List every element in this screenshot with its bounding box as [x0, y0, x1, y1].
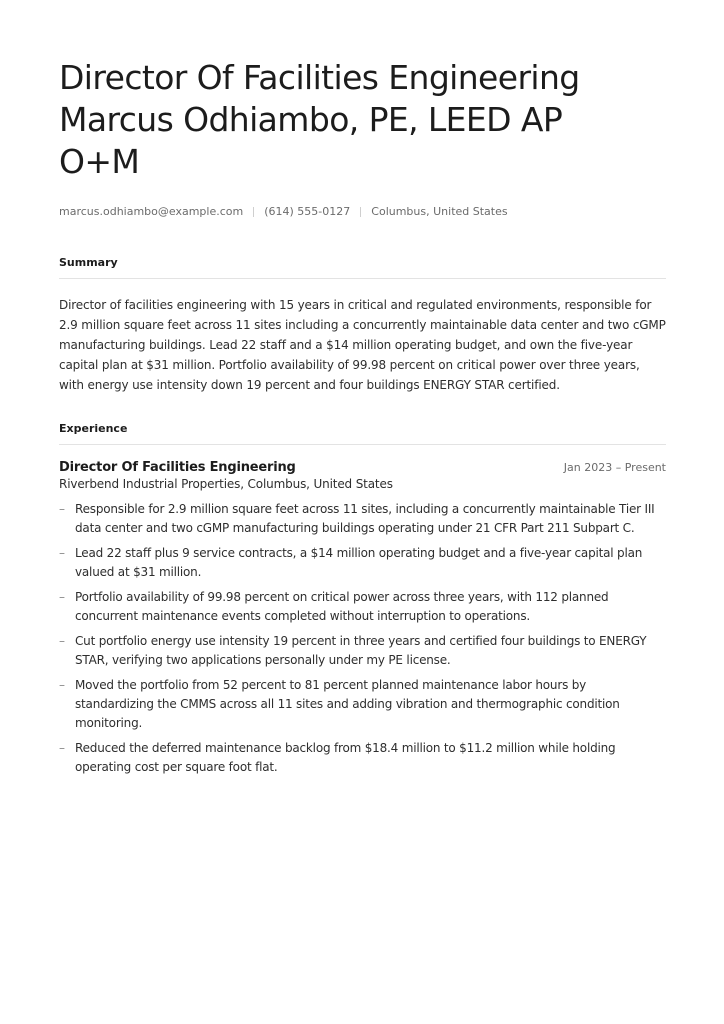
bullet-dash: – — [59, 590, 65, 604]
contact-email[interactable]: marcus.odhiambo@example.com — [59, 205, 244, 218]
title-line: Director Of Facilities Engineering — [59, 58, 580, 97]
experience-heading: Experience — [59, 422, 666, 445]
job-bullet-text: Cut portfolio energy use intensity 19 percent in three years and certified four buildings to ENERGY STAR, verifying two applications personally under my PE license. — [75, 634, 647, 667]
bullet-dash: – — [59, 634, 65, 648]
job-bullet — [59, 544, 666, 582]
bullet-dash: – — [59, 502, 65, 516]
bullet-dash: – — [59, 678, 65, 692]
job-bullet-text: Moved the portfolio from 52 percent to 81 percent planned maintenance labor hours by standardizing the CMMS across all 11 sites and adding vibration and thermographic condition monitoring. — [75, 678, 620, 730]
contact-divider — [360, 207, 361, 217]
job-bullet-text: Responsible for 2.9 million square feet across 11 sites, including a concurrently maintainable Tier III data center and two cGMP manufacturing buildings operating under 21 CFR Part 211 Subpart C. — [75, 502, 655, 535]
summary-text: Director of facilities engineering with 15 years in critical and regulated environments, responsible for 2.9 million square feet across 11 sites including a concurrently maintainable data center and two cGMP manufacturing buildings. Lead 22 staff and a $14 million operating budget, and own the five-year capital plan at $31 million. Portfolio availability of 99.98 percent on critical power over three years, with energy use intensity down 19 percent and four buildings ENERGY STAR certified. — [59, 298, 666, 392]
job-bullet — [59, 588, 666, 626]
job-title: Director Of Facilities Engineering — [59, 460, 296, 475]
bullet-dash: – — [59, 741, 65, 755]
job-dates: Jan 2023 – Present — [563, 461, 666, 474]
job-header — [59, 460, 666, 475]
job-bullet-text: Portfolio availability of 99.98 percent on critical power across three years, with 112 planned concurrent maintenance events completed without interruption to operations. — [75, 590, 609, 623]
title-line: Marcus Odhiambo, PE, LEED AP — [59, 100, 563, 139]
summary-heading: Summary — [59, 256, 666, 279]
contact-location: Columbus, United States — [371, 205, 508, 218]
job-bullet — [59, 632, 666, 670]
job-entry — [59, 460, 666, 777]
job-bullet — [59, 676, 666, 733]
bullet-dash: – — [59, 546, 65, 560]
job-bullet-text: Reduced the deferred maintenance backlog from $18.4 million to $11.2 million while holding operating cost per square foot flat. — [75, 741, 616, 774]
job-bullet — [59, 500, 666, 538]
job-bullet-text: Lead 22 staff plus 9 service contracts, a $14 million operating budget and a five-year capital plan valued at $31 million. — [75, 546, 643, 579]
contact-info — [59, 205, 666, 218]
contact-divider — [253, 207, 254, 217]
job-company: Riverbend Industrial Properties, Columbus, United States — [59, 477, 393, 491]
contact-phone[interactable]: (614) 555-0127 — [264, 205, 351, 218]
page-title — [59, 57, 666, 183]
title-line: O+M — [59, 142, 140, 181]
job-bullets — [59, 500, 666, 777]
job-bullet — [59, 739, 666, 777]
